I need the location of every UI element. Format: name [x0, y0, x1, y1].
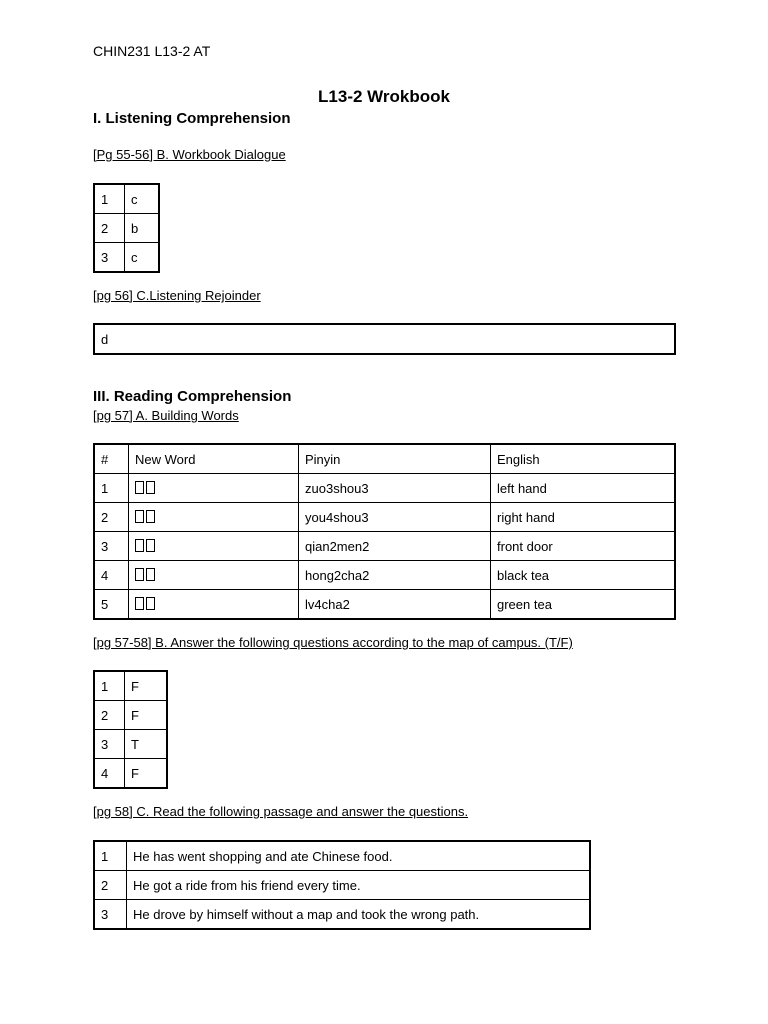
pinyin-cell: qian2men2	[299, 532, 491, 561]
row-number: 1	[94, 474, 129, 503]
document-header: CHIN231 L13-2 AT	[93, 43, 211, 59]
missing-glyph-icon	[135, 510, 144, 523]
table-row	[94, 214, 159, 243]
row-number: 2	[94, 214, 125, 243]
row-number: 4	[94, 759, 125, 789]
answer-cell: F	[125, 759, 168, 789]
header-english: English	[491, 444, 676, 474]
missing-glyph-icon	[135, 539, 144, 552]
building-words-label: [pg 57] A. Building Words	[93, 408, 239, 423]
workbook-dialogue-label: [Pg 55-56] B. Workbook Dialogue	[93, 147, 286, 162]
missing-glyph-icon	[146, 539, 155, 552]
missing-glyph-icon	[146, 481, 155, 494]
row-number: 2	[94, 871, 127, 900]
table-row	[94, 701, 167, 730]
answer-cell: T	[125, 730, 168, 759]
missing-glyph-icon	[146, 597, 155, 610]
workbook-dialogue-table	[93, 183, 160, 273]
english-cell: left hand	[491, 474, 676, 503]
table-row	[94, 671, 167, 701]
english-cell: green tea	[491, 590, 676, 620]
new-word-cell	[129, 561, 299, 590]
page-title: L13-2 Wrokbook	[318, 87, 450, 106]
header-new-word: New Word	[129, 444, 299, 474]
new-word-cell	[129, 474, 299, 503]
new-word-cell	[129, 503, 299, 532]
table-row	[94, 841, 590, 871]
missing-glyph-icon	[135, 568, 144, 581]
answer-cell: He has went shopping and ate Chinese food.	[127, 841, 591, 871]
table-row	[94, 730, 167, 759]
answer-cell: c	[125, 243, 160, 273]
pinyin-cell: lv4cha2	[299, 590, 491, 620]
map-questions-table	[93, 670, 168, 789]
english-cell: front door	[491, 532, 676, 561]
table-header-row	[94, 444, 675, 474]
english-cell: black tea	[491, 561, 676, 590]
section-listening-heading: I. Listening Comprehension	[93, 110, 291, 127]
english-cell: right hand	[491, 503, 676, 532]
row-number: 5	[94, 590, 129, 620]
answer-cell: F	[125, 671, 168, 701]
listening-rejoinder-label: [pg 56] C.Listening Rejoinder	[93, 288, 261, 303]
table-row	[94, 474, 675, 503]
new-word-cell	[129, 532, 299, 561]
table-row	[94, 871, 590, 900]
row-number: 4	[94, 561, 129, 590]
table-row	[94, 590, 675, 620]
table-row	[94, 561, 675, 590]
building-words-table	[93, 443, 676, 620]
passage-questions-label: [pg 58] C. Read the following passage and answer the questions.	[93, 804, 469, 819]
row-number: 3	[94, 900, 127, 930]
table-row	[94, 324, 675, 354]
pinyin-cell: zuo3shou3	[299, 474, 491, 503]
missing-glyph-icon	[135, 597, 144, 610]
row-number: 1	[94, 841, 127, 871]
table-row	[94, 759, 167, 789]
row-number: 3	[94, 243, 125, 273]
missing-glyph-icon	[146, 568, 155, 581]
row-number: 3	[94, 730, 125, 759]
map-questions-label: [pg 57-58] B. Answer the following questions according to the map of campus. (T/F)	[93, 635, 573, 650]
table-row	[94, 184, 159, 214]
row-number: 2	[94, 503, 129, 532]
answer-cell: c	[125, 184, 160, 214]
listening-rejoinder-table	[93, 323, 676, 355]
table-row	[94, 532, 675, 561]
header-number: #	[94, 444, 129, 474]
answer-cell: d	[94, 324, 675, 354]
new-word-cell	[129, 590, 299, 620]
row-number: 2	[94, 701, 125, 730]
answer-cell: F	[125, 701, 168, 730]
pinyin-cell: you4shou3	[299, 503, 491, 532]
section-reading-heading: III. Reading Comprehension	[93, 388, 292, 405]
table-row	[94, 243, 159, 273]
pinyin-cell: hong2cha2	[299, 561, 491, 590]
row-number: 3	[94, 532, 129, 561]
answer-cell: b	[125, 214, 160, 243]
missing-glyph-icon	[135, 481, 144, 494]
answer-cell: He got a ride from his friend every time.	[127, 871, 591, 900]
table-row	[94, 503, 675, 532]
table-row	[94, 900, 590, 930]
passage-questions-table	[93, 840, 591, 930]
answer-cell: He drove by himself without a map and took the wrong path.	[127, 900, 591, 930]
row-number: 1	[94, 184, 125, 214]
missing-glyph-icon	[146, 510, 155, 523]
row-number: 1	[94, 671, 125, 701]
header-pinyin: Pinyin	[299, 444, 491, 474]
